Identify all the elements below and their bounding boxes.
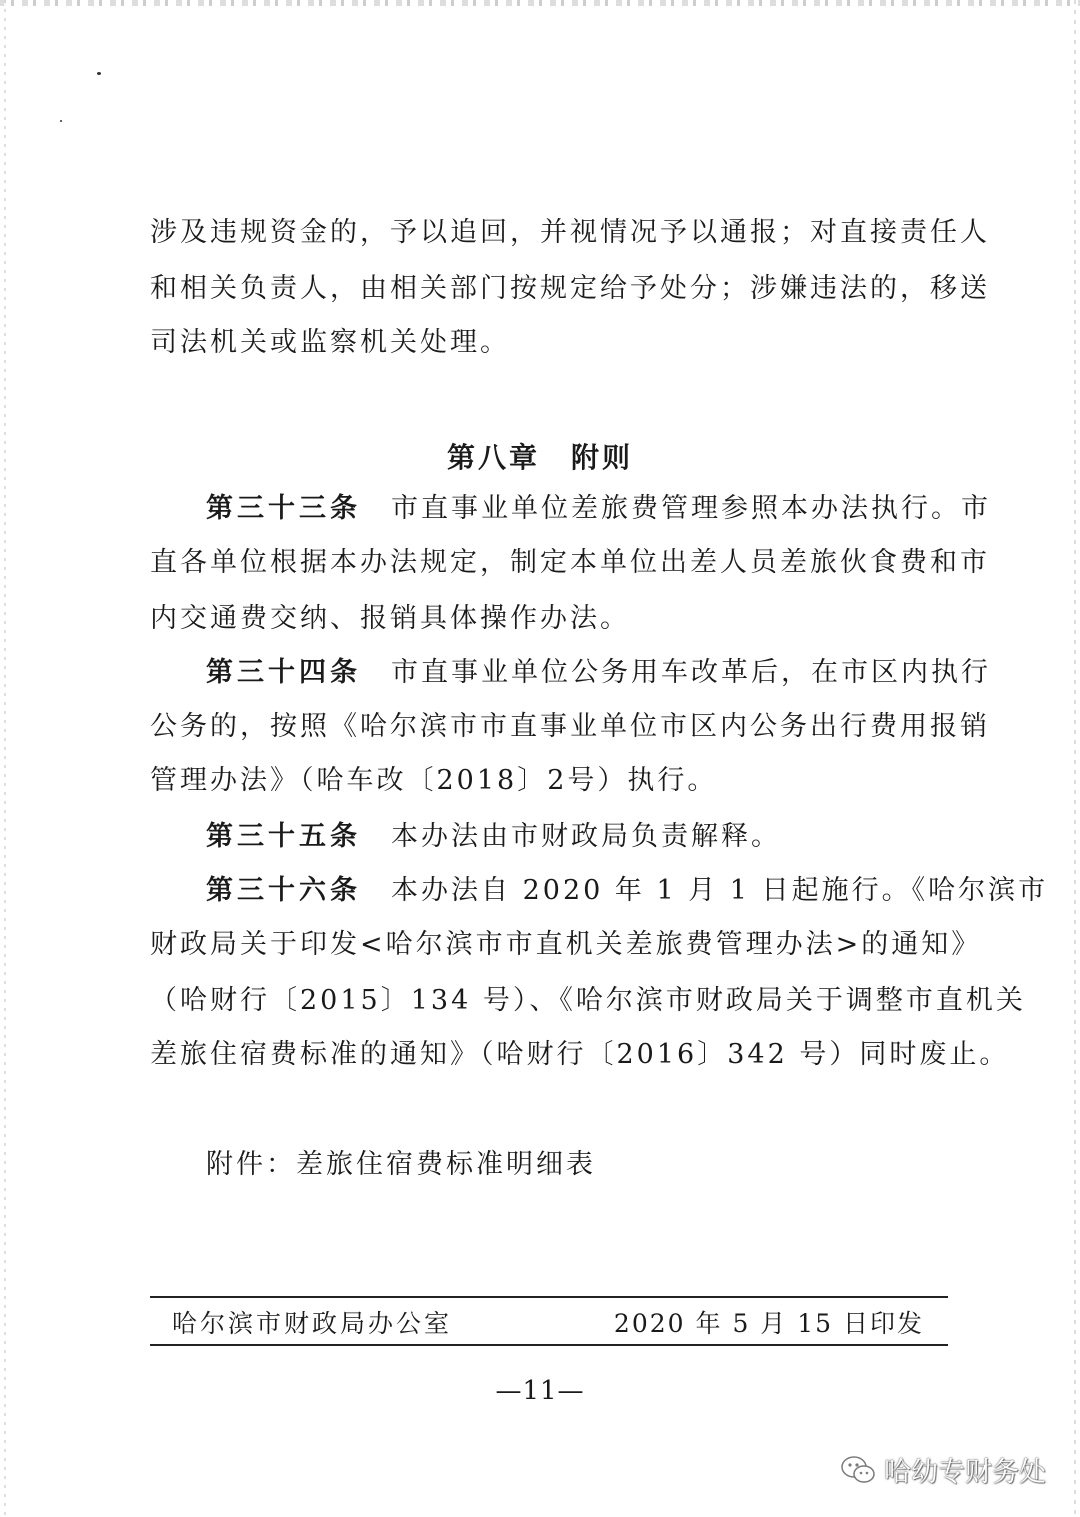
scan-edge-left [4,0,6,1517]
article-34-text: 市直事业单位公务用车改革后，在市区内执行 [391,657,991,688]
article-33-label: 第三十三条 [206,493,361,524]
article-34-label: 第三十四条 [206,657,361,688]
body-line: 和相关负责人，由相关部门按规定给予处分；涉嫌违法的，移送 [150,273,990,304]
scan-speck [60,120,62,122]
article-36-label: 第三十六条 [206,875,361,906]
attachment-line: 附件：差旅住宿费标准明细表 [206,1149,596,1180]
body-line: 财政局关于印发<哈尔滨市市直机关差旅费管理办法>的通知》 [150,929,982,960]
body-line: 涉及违规资金的，予以追回，并视情况予以通报；对直接责任人 [150,217,990,248]
article-36-first-line [206,874,1049,908]
body-line: 直各单位根据本办法规定，制定本单位出差人员差旅伙食费和市 [150,547,990,578]
scan-speck [97,72,101,75]
chapter-title: 第八章 附则 [446,441,633,474]
article-35-label: 第三十五条 [206,821,361,852]
body-line: 司法机关或监察机关处理。 [150,327,510,358]
body-line: 内交通费交纳、报销具体操作办法。 [150,603,630,634]
footer-date: 2020 年 5 月 15 日印发 [613,1309,924,1338]
footer-top-rule [150,1296,948,1298]
watermark-text: 哈幼专财务处 [884,1457,1046,1488]
page-number: —11— [495,1376,585,1406]
article-35-first-line [206,820,1006,854]
watermark [840,1450,1046,1489]
article-36-text: 本办法自 2020 年 1 月 1 日起施行。《哈尔滨市 [391,875,1049,906]
body-line: （哈财行〔2015〕134 号）、《哈尔滨市财政局关于调整市直机关 [150,985,1026,1016]
scan-edge-right [1074,0,1076,1517]
body-line: 公务的，按照《哈尔滨市市直事业单位市区内公务出行费用报销 [150,711,990,742]
footer-issuer: 哈尔滨市财政局办公室 [172,1309,453,1338]
body-line: 管理办法》（哈车改〔2018〕2号）执行。 [150,765,718,796]
article-35-text: 本办法由市财政局负责解释。 [391,821,781,852]
article-33-first-line [206,492,1006,526]
article-33-text: 市直事业单位差旅费管理参照本办法执行。市 [391,493,991,524]
footer-bottom-rule [150,1344,948,1346]
body-line: 差旅住宿费标准的通知》（哈财行〔2016〕342 号）同时废止。 [150,1039,1010,1070]
wechat-icon [840,1455,876,1485]
scan-edge-top [0,0,1080,6]
article-34-first-line [206,656,1006,690]
